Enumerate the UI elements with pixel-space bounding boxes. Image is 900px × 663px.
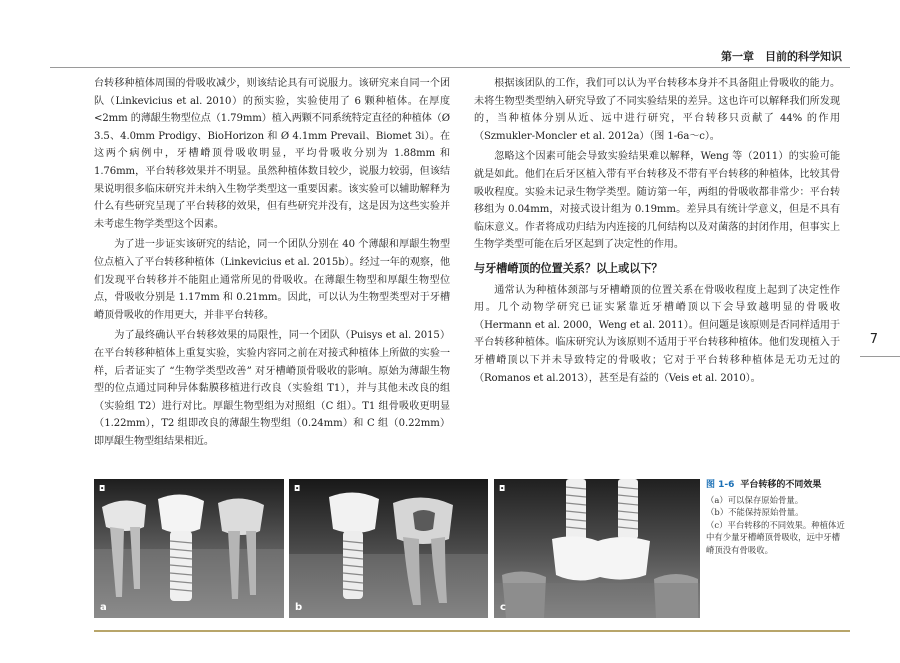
panel-b-label: b xyxy=(295,602,303,613)
right-paragraph-3: 通常认为种植体颈部与牙槽嵴顶的位置关系在骨吸收程度上起到了决定性作用。几个动物学研究已证实紧靠近牙槽嵴顶以下会导致越明显的骨吸收（Hermann et al. 2000，Weng et al. 2011）。但问题是该原则是否同样适用于平台转移种植体。临床研究认为该原则不适用于平台转移种植体。他们发现植入于牙槽嵴顶以下并未导致特定的骨吸收；它对于平台转移种植体是无功无过的（Romanos et al.2013），甚至是有益的（Veis et al. 2010）。 xyxy=(474,284,840,384)
caption-line-b: （b）不能保持原始骨量。 xyxy=(706,507,804,518)
figure-caption xyxy=(706,479,846,557)
right-paragraph-2: 忽略这个因素可能会导致实验结果难以解释，Weng 等（2011）的实验可能就是如此。他们在后牙区植入带有平台转移及不带有平台转移的种植体，比较其骨吸收程度。实验未记录生物学类型。随访第一年，两组的骨吸收都非常少：平台转移组为 0.04mm，对接式设计组为 0.19mm。差异具有统计学意义，但是不具有临床意义。作者将成功归结为内连接的几何结构以及对菌落的封闭作用，但事实上生物学类型可能在后牙区起到了决定性的作用。 xyxy=(474,151,840,251)
section-heading: 与牙槽嵴顶的位置关系？以上或以下？ xyxy=(474,261,663,275)
header-rule xyxy=(50,67,850,68)
caption-title-row xyxy=(706,479,846,492)
panel-a-label: a xyxy=(100,602,107,613)
right-column xyxy=(474,75,840,390)
panel-c-corner-mark: ◘ xyxy=(499,484,506,493)
panel-c-label: c xyxy=(500,602,506,613)
right-paragraph-1: 根据该团队的工作，我们可以认为平台转移本身并不具备阻止骨吸收的能力。未将生物型类型纳入研究导致了不同实验结果的差异。这也许可以解释我们所发现的，当种植体分别从近、远中进行研究，平台转移只贡献了 44% 的作用（Szmukler-Moncler et al. 2012a）（图 1-6a～c）。 xyxy=(474,78,840,142)
page-tab-rule xyxy=(860,356,900,357)
figure-number: 图 1-6 xyxy=(706,480,735,490)
caption-line-a: （a）可以保存原始骨量。 xyxy=(706,494,804,505)
caption-title: 平台转移的不同效果 xyxy=(740,480,822,490)
left-paragraph-3: 为了最终确认平台转移效果的局限性，同一个团队（Puisys et al. 2015）在平台转移种植体上重复实验，实验内容同之前在对接式种植体上所做的实验一样，后者证实了 “生物学类型改善” 对牙槽嵴顶骨吸收的影响。原始为薄龈生物型的位点通过同种异体黏膜移植进行改良（实验组 T1），并与其他未改良的组（实验组 T2）进行对比。厚龈生物型组为对照组（C 组）。T1 组骨吸收更明显（1.22mm），T2 组即改良的薄龈生物型组（0.24mm）和 C 组（0.22mm）即厚龈生物型组结果相近。 xyxy=(94,330,450,447)
caption-line-c: （c）平台转移的不同效果。种植体近中有少量牙槽嵴顶骨吸收，远中牙槽嵴顶没有骨吸收。 xyxy=(706,519,845,555)
left-paragraph-1: 台转移种植体周围的骨吸收减少，则该结论具有可说服力。该研究来自同一个团队（Linkevicius et al. 2010）的预实验，实验使用了 6 颗种植体。在厚度<2mm 的薄龈生物型位点（1.79mm）植入两颗不同系统特定直径的种植体（Ø 3.5、4.0mm Prodigy、BioHorizon 和 Ø 4.1mm Prevail、Biomet 3i）。在这两个病例中，牙槽嵴顶骨吸收明显，平均骨吸收分别为 1.88mm 和 1.76mm，平台转移效果并不明显。虽然种植体数目较少，说服力较弱，但该结果说明很多临床研究并未纳入生物学类型这一重要因素。该实验可以辅助解释为什么有些研究呈现了平台转移的效果，但有些研究并没有，这是因为这些实验并未考虑生物学类型这个因素。 xyxy=(94,78,450,230)
chapter-title: 第一章 目前的科学知识 xyxy=(721,50,842,63)
xray-panel-b xyxy=(289,479,488,618)
left-column xyxy=(94,75,450,453)
xray-panel-a xyxy=(94,479,284,618)
panel-a-corner-mark: ◘ xyxy=(99,484,106,493)
xray-image-a xyxy=(94,479,284,618)
bottom-rule xyxy=(94,630,850,632)
page-number: 7 xyxy=(869,332,878,347)
xray-image-c xyxy=(494,479,700,618)
xray-image-b xyxy=(289,479,488,618)
left-paragraph-2: 为了进一步证实该研究的结论，同一个团队分别在 40 个薄龈和厚龈生物型位点植入了平台转移种植体（Linkevicius et al. 2015b）。经过一年的观察，他们发现平台转移并不能阻止通常所见的骨吸收。在薄龈生物型和厚龈生物型位点，骨吸收分别是 1.17mm 和 0.21mm。因此，可以认为生物型类型对于牙槽嵴顶骨吸收的作用更大，并非平台转移。 xyxy=(94,239,450,321)
xray-panel-c xyxy=(494,479,700,618)
panel-b-corner-mark: ◘ xyxy=(294,484,301,493)
